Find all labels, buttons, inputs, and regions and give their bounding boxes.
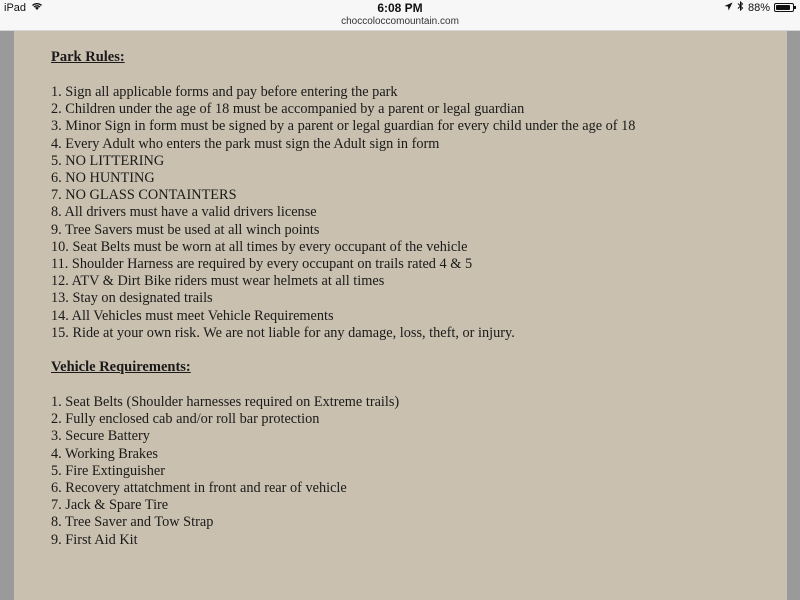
park-rule-item: 1. Sign all applicable forms and pay before entering the park bbox=[51, 84, 398, 100]
vehicle-requirement-item: 3. Secure Battery bbox=[51, 428, 150, 445]
park-rules-list bbox=[51, 84, 771, 342]
park-rule-item: 14. All Vehicles must meet Vehicle Requirements bbox=[51, 307, 334, 324]
battery-percent: 88% bbox=[747, 1, 770, 14]
location-arrow-icon bbox=[724, 2, 733, 14]
battery-fill bbox=[776, 5, 790, 10]
vehicle-requirement-item: 2. Fully enclosed cab and/or roll bar protection bbox=[51, 411, 320, 428]
section-spacer bbox=[51, 342, 771, 359]
park-rule-item: 4. Every Adult who enters the park must sign the Adult sign in form bbox=[51, 135, 440, 152]
park-rule-item: 9. Tree Savers must be used at all winch points bbox=[51, 221, 320, 238]
vehicle-requirements-list bbox=[51, 394, 771, 549]
url-text[interactable]: choccoloccomountain.com bbox=[341, 16, 459, 27]
device-name: iPad bbox=[4, 1, 27, 14]
status-bar bbox=[0, 0, 800, 16]
park-rule-item: 3. Minor Sign in form must be signed by a parent or legal guardian for every child under the age of 18 bbox=[51, 118, 636, 135]
rules-document bbox=[51, 49, 771, 549]
left-margin bbox=[0, 31, 14, 600]
park-rule-item: 2. Children under the age of 18 must be accompanied by a parent or legal guardian bbox=[51, 101, 525, 118]
vehicle-requirement-item: 9. First Aid Kit bbox=[51, 531, 138, 548]
park-rule-item: 7. NO GLASS CONTAINTERS bbox=[51, 187, 237, 204]
park-rule-item: 11. Shoulder Harness are required by every occupant on trails rated 4 & 5 bbox=[51, 256, 473, 273]
vehicle-requirement-item: 1. Seat Belts (Shoulder harnesses required on Extreme trails) bbox=[51, 394, 400, 411]
park-rule-item: 10. Seat Belts must be worn at all times by every occupant of the vehicle bbox=[51, 238, 468, 255]
page-content bbox=[14, 31, 787, 600]
park-rule-item: 12. ATV & Dirt Bike riders must wear helmets at all times bbox=[51, 273, 385, 290]
vehicle-requirement-item: 6. Recovery attatchment in front and rear of vehicle bbox=[51, 480, 347, 497]
vehicle-requirement-item: 4. Working Brakes bbox=[51, 445, 158, 462]
bluetooth-icon bbox=[737, 1, 744, 14]
park-rule-item: 15. Ride at your own risk. We are not liable for any damage, loss, theft, or injury. bbox=[51, 324, 515, 341]
vehicle-requirement-item: 7. Jack & Spare Tire bbox=[51, 497, 169, 514]
park-rule-item: 5. NO LITTERING bbox=[51, 152, 165, 169]
right-margin bbox=[787, 31, 800, 600]
park-rule-item: 8. All drivers must have a valid drivers license bbox=[51, 204, 317, 221]
status-time: 6:08 PM bbox=[377, 1, 423, 15]
status-right bbox=[724, 1, 794, 14]
park-rules-heading: Park Rules: bbox=[51, 49, 125, 65]
park-rule-item: 13. Stay on designated trails bbox=[51, 290, 213, 307]
vehicle-requirement-item: 5. Fire Extinguisher bbox=[51, 462, 165, 479]
battery-icon bbox=[774, 3, 794, 12]
vehicle-requirement-item: 8. Tree Saver and Tow Strap bbox=[51, 514, 214, 531]
address-bar[interactable] bbox=[0, 16, 800, 31]
vehicle-requirements-heading: Vehicle Requirements: bbox=[51, 359, 191, 376]
park-rule-item: 6. NO HUNTING bbox=[51, 170, 155, 187]
